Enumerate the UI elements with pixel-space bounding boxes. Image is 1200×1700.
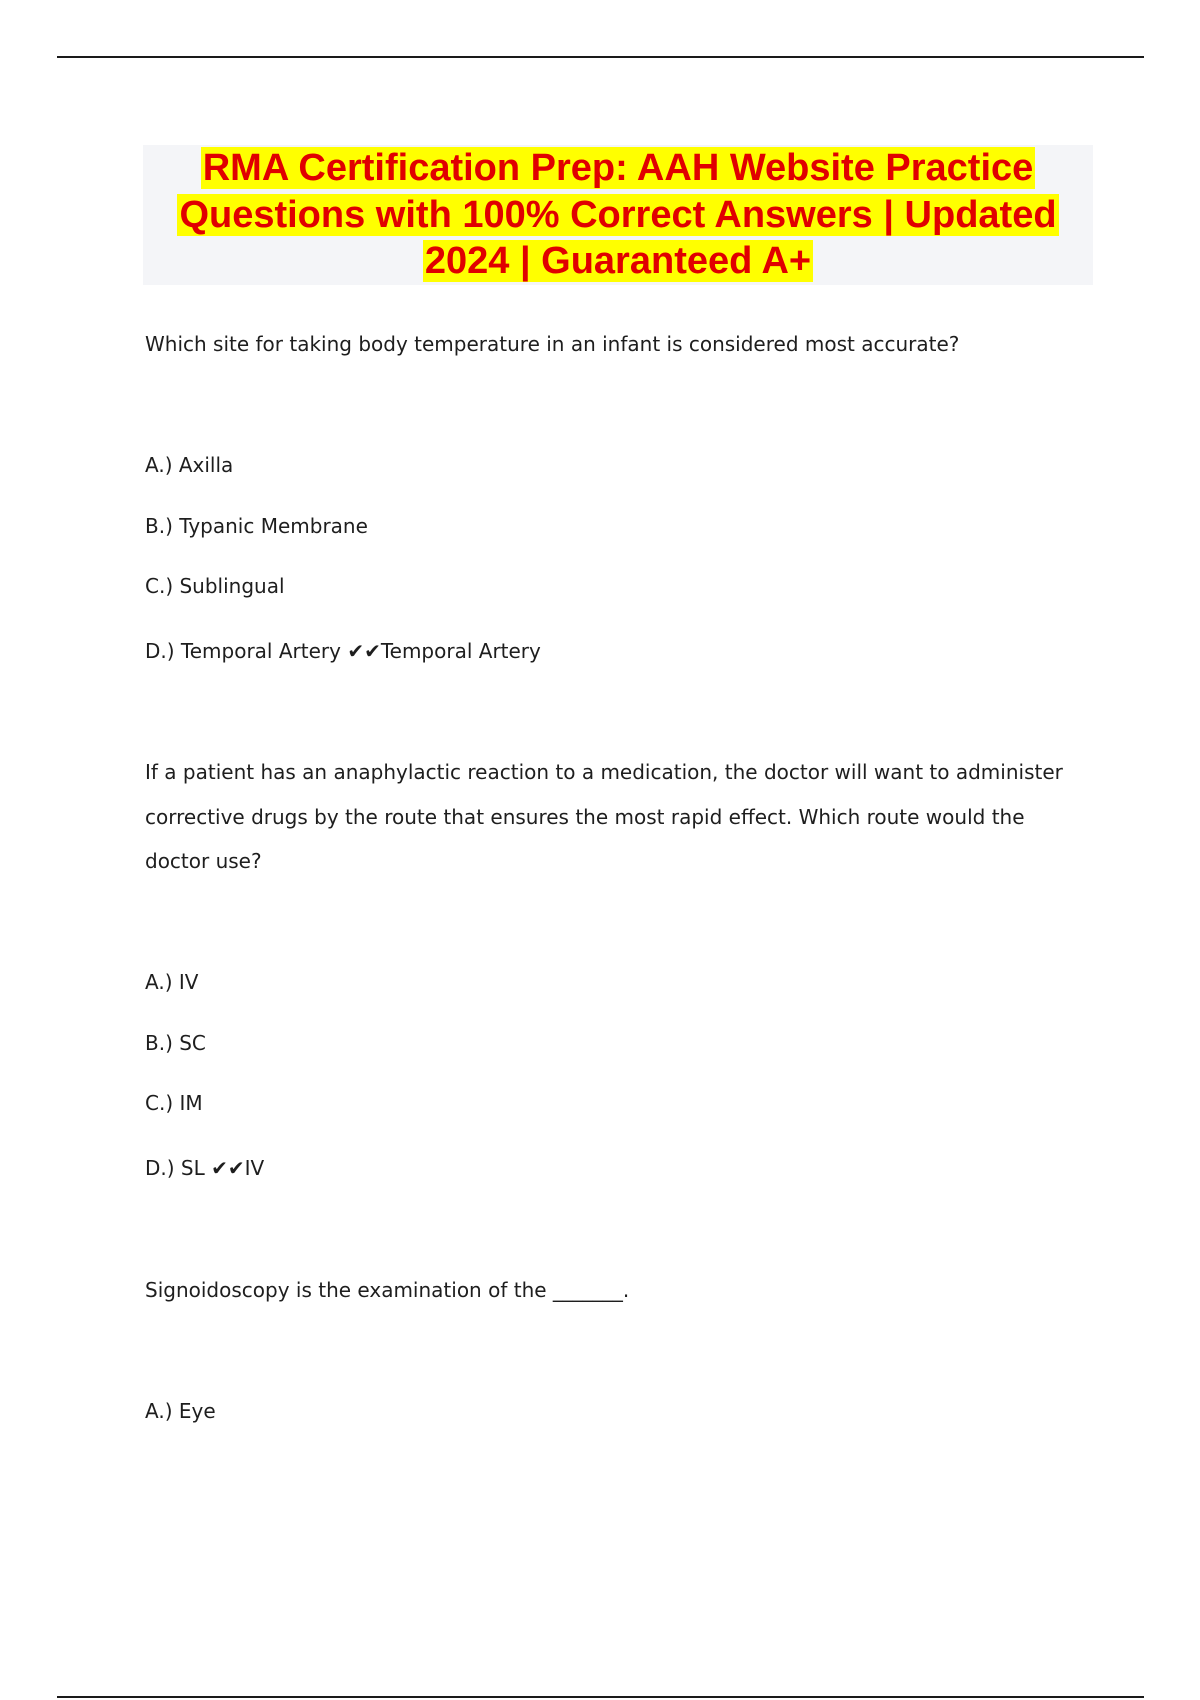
question-1-option-a: A.) Axilla (145, 453, 234, 477)
question-2-option-b: B.) SC (145, 1031, 206, 1055)
question-1-option-c: C.) Sublingual (145, 574, 285, 598)
document-title-box (143, 145, 1093, 285)
question-2-prompt: If a patient has an anaphylactic reaction to a medication, the doctor will want to administer corrective drugs by the route that ensures the most rapid effect. Which route would the doctor use? (145, 760, 1063, 873)
top-rule (57, 56, 1144, 58)
question-2-option-a: A.) IV (145, 970, 199, 994)
question-3-option-a: A.) Eye (145, 1399, 216, 1423)
document-title: RMA Certification Prep: AAH Website Practice Questions with 100% Correct Answers | Updated 2024 | Guaranteed A+ (179, 147, 1057, 282)
bottom-rule (57, 1696, 1144, 1698)
question-1-option-d-answer: D.) Temporal Artery ✔✔Temporal Artery (145, 639, 541, 663)
question-3-prompt: Signoidoscopy is the examination of the _______. (145, 1278, 630, 1302)
question-1-prompt: Which site for taking body temperature in an infant is considered most accurate? (145, 332, 960, 356)
question-1-option-b: B.) Typanic Membrane (145, 514, 368, 538)
question-2-option-c: C.) IM (145, 1091, 203, 1115)
question-2-option-d-answer: D.) SL ✔✔IV (145, 1156, 265, 1180)
